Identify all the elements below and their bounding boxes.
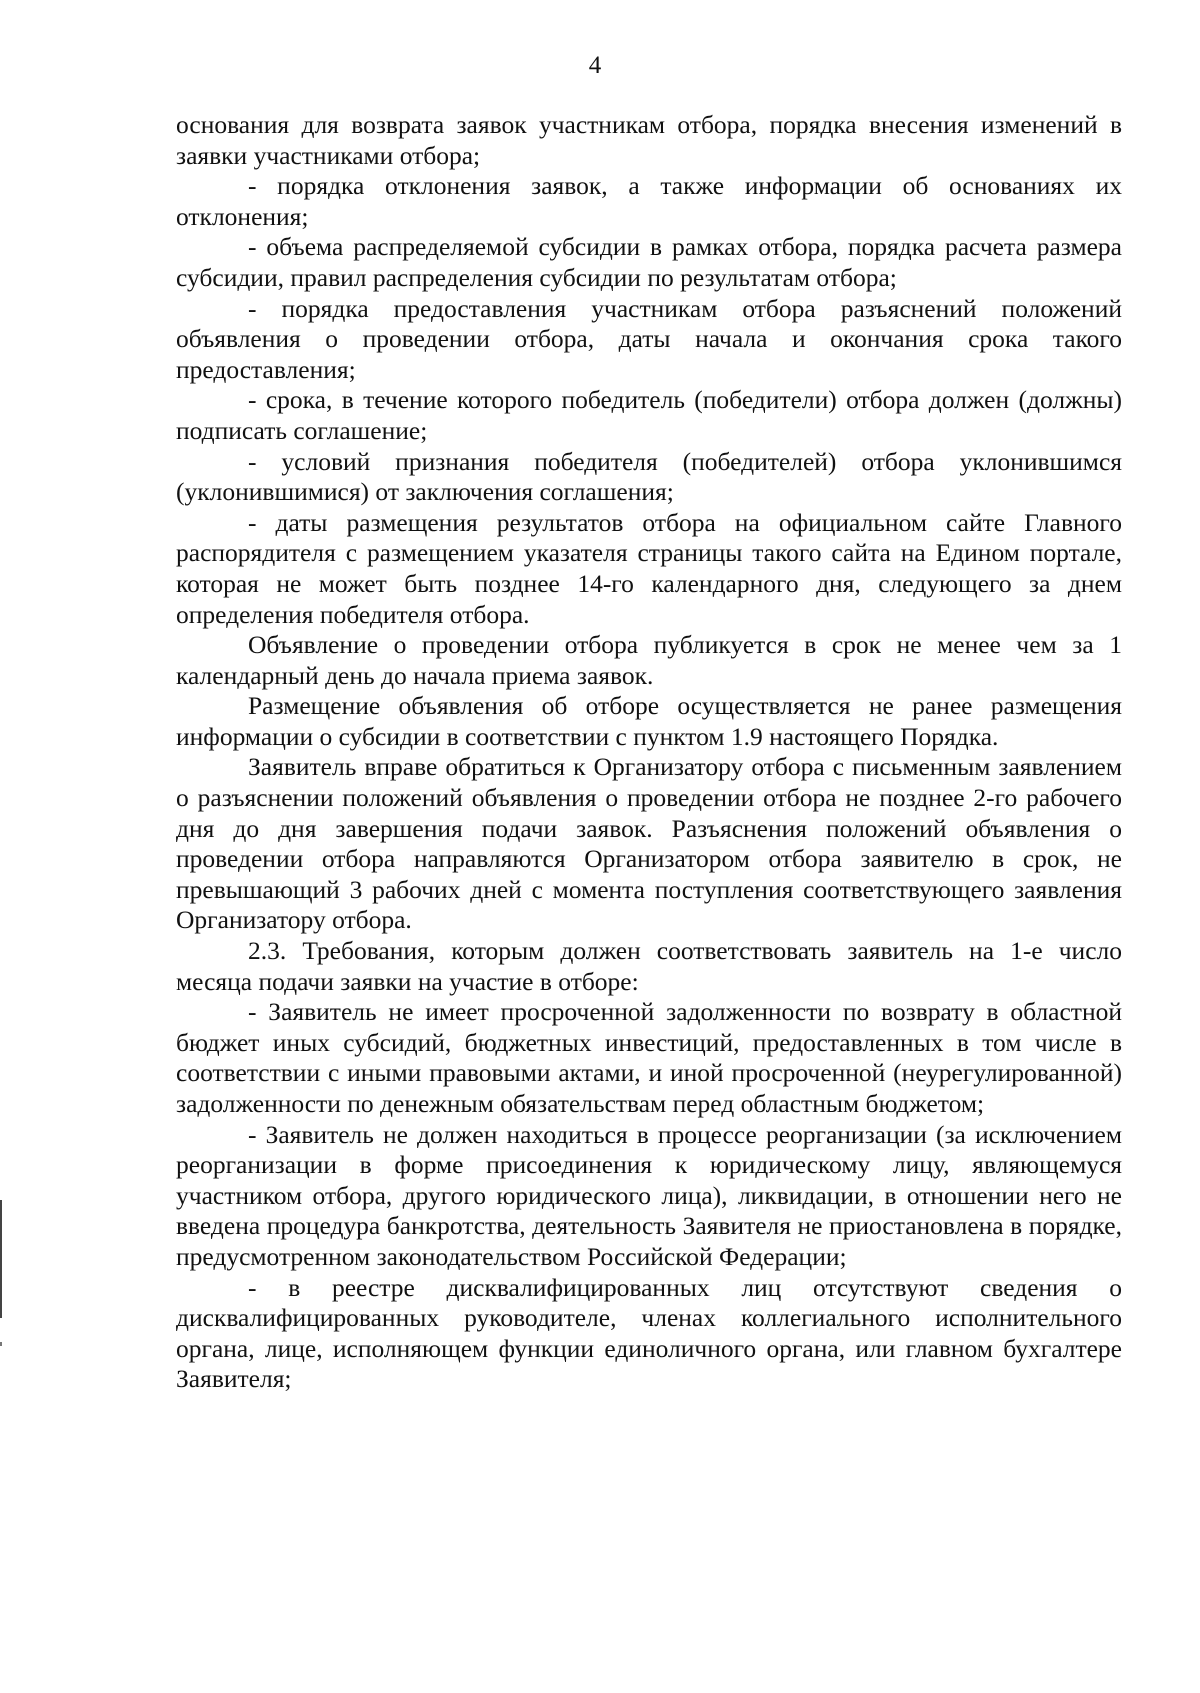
binding-edge-mark (0, 1200, 2, 1318)
paragraph: - Заявитель не имеет просроченной задолженности по возврату в областной бюджет иных субсидий, бюджетных инвестиций, предоставленных в том числе в соответствии с иными правовыми актами, и иной просроченной (неурегулированной) задолженности по денежным обязательствам перед областным бюджетом; (176, 997, 1122, 1118)
paragraph: - даты размещения результатов отбора на официальном сайте Главного распорядителя с размещением указателя страницы такого сайта на Едином портале, которая не может быть позднее 14-го календарного дня, следующего за днем определения победителя отбора. (176, 507, 1122, 629)
binding-edge-dot (0, 1342, 2, 1346)
paragraph: - условий признания победителя (победителей) отбора уклонившимся (уклонившимися) от заключения соглашения; (176, 446, 1122, 507)
paragraph: Объявление о проведении отбора публикуется в срок не менее чем за 1 календарный день до начала приема заявок. (176, 630, 1122, 690)
page-number: 4 (588, 52, 602, 79)
paragraph: - срока, в течение которого победитель (победители) отбора должен (должны) подписать соглашение; (176, 385, 1122, 445)
paragraph: основания для возврата заявок участникам отбора, порядка внесения изменений в заявки участниками отбора; (176, 110, 1122, 170)
paragraph: - в реестре дисквалифицированных лиц отсутствуют сведения о дисквалифицированных руководителе, членах коллегиального исполнительного органа, лице, исполняющем функции единоличного органа, или главном бухгалтере Заявителя; (176, 1272, 1122, 1394)
paragraph: - порядка отклонения заявок, а также информации об основаниях их отклонения; (176, 171, 1122, 231)
paragraph: - порядка предоставления участникам отбора разъяснений положений объявления о проведении отбора, даты начала и окончания срока такого предоставления; (176, 293, 1122, 384)
paragraph: - объема распределяемой субсидии в рамках отбора, порядка расчета размера субсидии, правил распределения субсидии по результатам отбора; (176, 232, 1122, 292)
document-body (176, 110, 1122, 1395)
paragraph: Заявитель вправе обратиться к Организатору отбора с письменным заявлением о разъяснении положений объявления о проведении отбора не позднее 2-го рабочего дня до дня завершения подачи заявок. Разъяснения положений объявления о проведении отбора направляются Организатором отбора заявителю в срок, не превышающий 3 рабочих дней с момента поступления соответствующего заявления Организатору отбора. (176, 752, 1122, 935)
paragraph: Размещение объявления об отборе осуществляется не ранее размещения информации о субсидии в соответствии с пунктом 1.9 настоящего Порядка. (176, 691, 1122, 751)
section-heading-paragraph: 2.3. Требования, которым должен соответствовать заявитель на 1-е число месяца подачи заявки на участие в отборе: (176, 936, 1122, 996)
paragraph: - Заявитель не должен находиться в процессе реорганизации (за исключением реорганизации в форме присоединения к юридическому лицу, являющемуся участником отбора, другого юридического лица), ликвидации, в отношении него не введена процедура банкротства, деятельность Заявителя не приостановлена в порядке, предусмотренном законодательством Российской Федерации; (176, 1119, 1122, 1271)
